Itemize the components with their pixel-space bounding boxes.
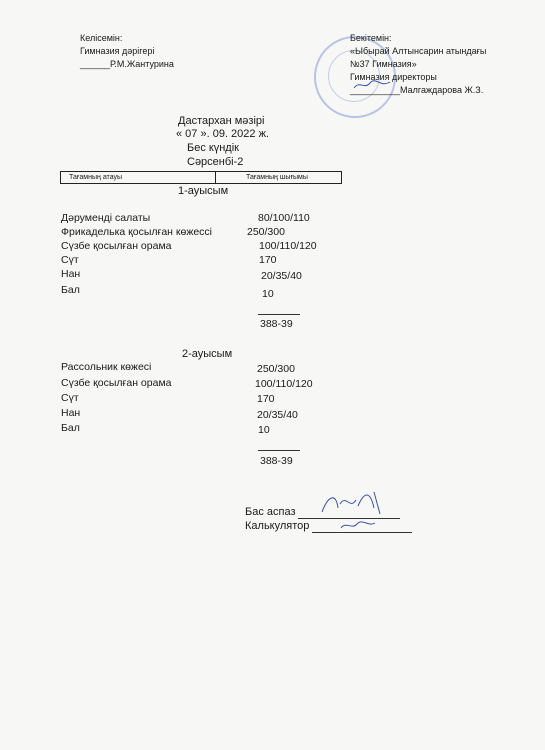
list-item-value: 100/110/120 — [259, 240, 317, 252]
list-item-value: 80/100/110 — [258, 212, 310, 224]
shift1-title: 1-ауысым — [178, 185, 229, 197]
list-item-name: Сүт — [61, 392, 79, 404]
approved-title: Бекітемін: — [350, 33, 392, 43]
list-item-value: 20/35/40 — [257, 409, 298, 421]
list-item-value: 250/300 — [247, 226, 285, 238]
list-item-name: Сүт — [61, 254, 79, 266]
approved-role: Гимназия директоры — [350, 72, 437, 82]
list-item-value: 170 — [257, 393, 275, 405]
menu-title: Дастархан мәзірі — [178, 115, 265, 127]
total-divider — [258, 450, 300, 451]
table-header — [60, 171, 342, 184]
list-item-name: Нан — [61, 407, 81, 419]
list-item-value: 170 — [259, 254, 277, 266]
total-divider — [258, 314, 300, 315]
shift1-total: 388-39 — [260, 318, 293, 330]
approved-org-line2: №37 Гимназия» — [350, 59, 417, 69]
list-item-value: 20/35/40 — [261, 270, 302, 282]
list-item-name: Дәрумендi салаты — [61, 212, 151, 224]
list-item-value: 250/300 — [257, 363, 295, 375]
menu-day: Сәрсенбі-2 — [187, 156, 244, 168]
table-header-name: Тағамның атауы — [61, 172, 216, 183]
list-item-name: Бал — [61, 284, 80, 296]
list-item-value: 10 — [262, 288, 274, 300]
approved-org-line1: «Ыбырай Алтынсарин атындағы — [350, 46, 487, 56]
menu-days: Бес күндік — [187, 142, 239, 154]
list-item-name: Сүзбе қосылған орама — [61, 377, 172, 389]
calculator-label: Калькулятор — [245, 520, 310, 532]
agreed-role: Гимназия дәрігері — [80, 46, 155, 56]
director-signature — [352, 78, 392, 92]
agreed-signature: ______Р.М.Жантурина — [80, 59, 174, 69]
list-item-name: Нан — [61, 268, 81, 280]
chef-label: Бас аспаз — [245, 506, 296, 518]
menu-date: « 07 ». 09. 2022 ж. — [176, 128, 269, 140]
list-item-name: Фрикаделька қосылған көжессі — [61, 226, 213, 238]
list-item-value: 100/110/120 — [255, 378, 313, 390]
list-item-name: Рассольник көжесі — [61, 361, 152, 373]
chef-signature — [318, 486, 388, 518]
agreed-title: Келісемін: — [80, 33, 123, 43]
calculator-signature-line — [312, 532, 412, 533]
shift2-title: 2-ауысым — [182, 348, 233, 360]
list-item-value: 10 — [258, 424, 270, 436]
shift2-total: 388-39 — [260, 455, 293, 467]
table-header-yield: Тағамның шығымы — [246, 174, 308, 181]
calculator-signature — [338, 518, 378, 532]
list-item-name: Сүзбе қосылған орама — [61, 240, 172, 252]
approved-signature: __________Малгаждарова Ж.З. — [350, 85, 484, 95]
list-item-name: Бал — [61, 422, 80, 434]
